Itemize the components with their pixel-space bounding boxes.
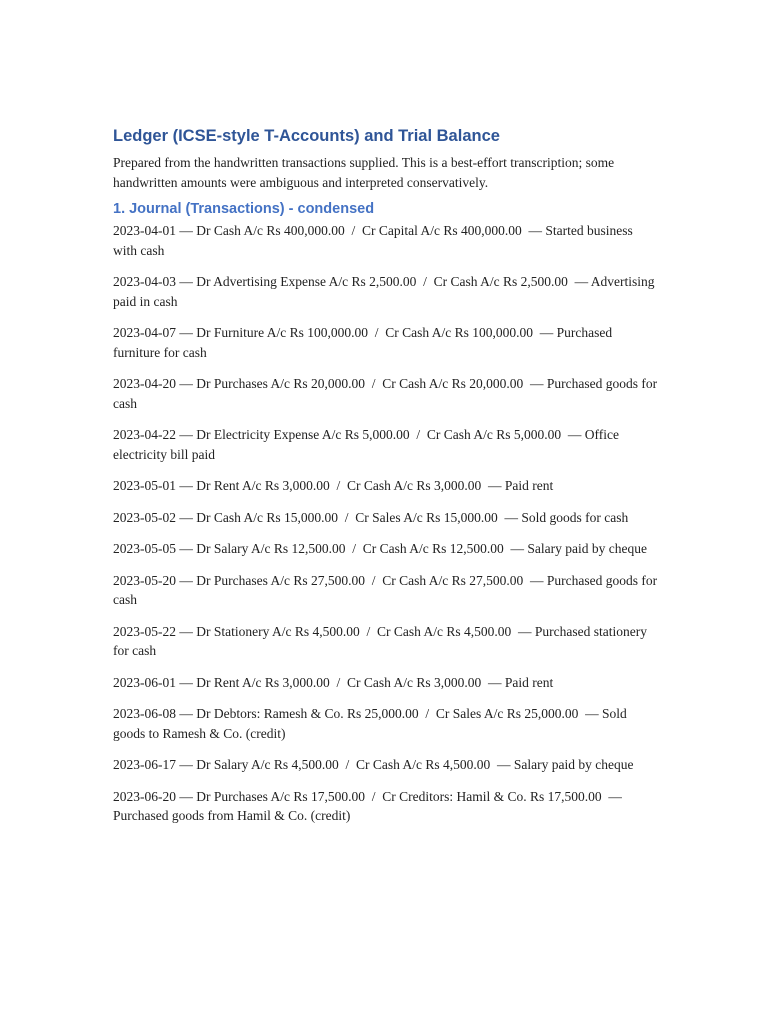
- journal-entry: 2023-05-20 — Dr Purchases A/c Rs 27,500.00 / Cr Cash A/c Rs 27,500.00 — Purchased goods for cash: [113, 572, 658, 607]
- journal-entry: 2023-06-08 — Dr Debtors: Ramesh & Co. Rs 25,000.00 / Cr Sales A/c Rs 25,000.00 — Sold goods to Ramesh & Co. (credit): [113, 706, 627, 741]
- section-heading-journal: 1. Journal (Transactions) - condensed: [113, 201, 375, 217]
- journal-entry: 2023-04-20 — Dr Purchases A/c Rs 20,000.00 / Cr Cash A/c Rs 20,000.00 — Purchased goods for cash: [113, 376, 658, 411]
- journal-entry: 2023-06-17 — Dr Salary A/c Rs 4,500.00 / Cr Cash A/c Rs 4,500.00 — Salary paid by cheque: [113, 757, 634, 772]
- document-title: Ledger (ICSE-style T-Accounts) and Trial Balance: [113, 127, 500, 145]
- journal-entry: 2023-05-05 — Dr Salary A/c Rs 12,500.00 / Cr Cash A/c Rs 12,500.00 — Salary paid by cheque: [113, 541, 647, 556]
- journal-entry: 2023-04-03 — Dr Advertising Expense A/c Rs 2,500.00 / Cr Cash A/c Rs 2,500.00 — Advertising paid in cash: [113, 274, 655, 309]
- journal-entry: 2023-05-22 — Dr Stationery A/c Rs 4,500.00 / Cr Cash A/c Rs 4,500.00 — Purchased stationery for cash: [113, 623, 647, 658]
- journal-entry: 2023-05-02 — Dr Cash A/c Rs 15,000.00 / Cr Sales A/c Rs 15,000.00 — Sold goods for cash: [113, 509, 629, 525]
- journal-entry: 2023-04-01 — Dr Cash A/c Rs 400,000.00 / Cr Capital A/c Rs 400,000.00 — Started business with cash: [113, 223, 633, 258]
- journal-entry: 2023-06-20 — Dr Purchases A/c Rs 17,500.00 / Cr Creditors: Hamil & Co. Rs 17,500.00 — Purchased goods from Hamil & Co. (credit): [113, 788, 622, 823]
- journal-entries: [113, 221, 658, 826]
- intro-paragraph: Prepared from the handwritten transactions supplied. This is a best-effort transcription; some handwritten amounts were ambiguous and interpreted conservatively.: [113, 155, 615, 190]
- journal-entry: 2023-04-22 — Dr Electricity Expense A/c Rs 5,000.00 / Cr Cash A/c Rs 5,000.00 — Office electricity bill paid: [113, 427, 619, 462]
- journal-entry: 2023-05-01 — Dr Rent A/c Rs 3,000.00 / Cr Cash A/c Rs 3,000.00 — Paid rent: [113, 478, 554, 493]
- journal-entry: 2023-04-07 — Dr Furniture A/c Rs 100,000.00 / Cr Cash A/c Rs 100,000.00 — Purchased furniture for cash: [113, 325, 613, 360]
- journal-entry: 2023-06-01 — Dr Rent A/c Rs 3,000.00 / Cr Cash A/c Rs 3,000.00 — Paid rent: [113, 674, 554, 690]
- document-page: [113, 125, 658, 838]
